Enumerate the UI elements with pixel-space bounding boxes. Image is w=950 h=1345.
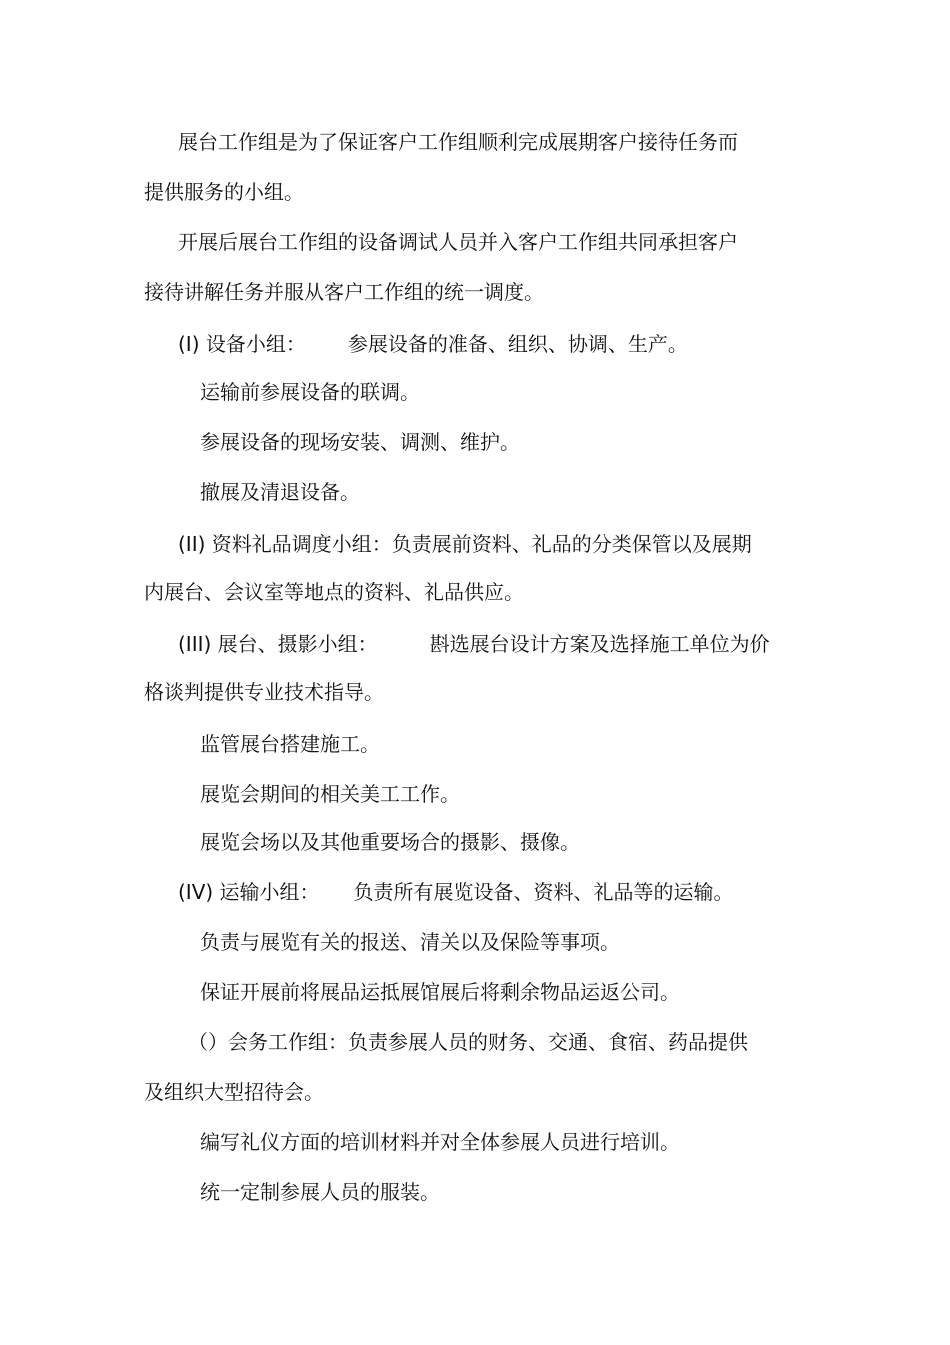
paragraph-text: (II) 资料礼品调度小组：负责展前资料、礼品的分类保管以及展期 xyxy=(178,532,752,556)
paragraph-text: 负责与展览有关的报送、清关以及保险等事项。 xyxy=(200,930,620,954)
section-heading: (III) 展台、摄影小组： xyxy=(178,632,378,656)
paragraph-text: 格谈判提供专业技术指导。 xyxy=(144,680,384,704)
section-description: 参展设备的准备、组织、协调、生产。 xyxy=(347,332,688,356)
paragraph-text: 参展设备的现场安装、调测、维护。 xyxy=(200,430,520,454)
equipment-group-line xyxy=(178,330,688,358)
paragraph-text: 保证开展前将展品运抵展馆展后将剩余物品运返公司。 xyxy=(200,980,680,1004)
paragraph-text: 展览会场以及其他重要场合的摄影、摄像。 xyxy=(200,830,580,854)
paragraph-text: 撤展及清退设备。 xyxy=(200,480,360,504)
section-description: 负责所有展览设备、资料、礼品等的运输。 xyxy=(353,880,734,904)
paragraph-text: 编写礼仪方面的培训材料并对全体参展人员进行培训。 xyxy=(200,1130,680,1154)
paragraph-text: 及组织大型招待会。 xyxy=(144,1080,324,1104)
paragraph-text: （）会务工作组：负责参展人员的财务、交通、食宿、药品提供 xyxy=(188,1030,748,1054)
paragraph-text: 监管展台搭建施工。 xyxy=(200,732,380,756)
booth-photo-group-line xyxy=(178,630,770,658)
paragraph-text: 提供服务的小组。 xyxy=(144,180,304,204)
section-description: 斟选展台设计方案及选择施工单位为价 xyxy=(429,632,770,656)
paragraph-text: 展台工作组是为了保证客户工作组顺利完成展期客户接待任务而 xyxy=(178,130,738,154)
section-heading: (I) 设备小组： xyxy=(178,332,306,356)
paragraph-text: 内展台、会议室等地点的资料、礼品供应。 xyxy=(144,580,524,604)
transport-group-line xyxy=(178,878,734,906)
paragraph-text: 运输前参展设备的联调。 xyxy=(200,380,420,404)
paragraph-text: 统一定制参展人员的服装。 xyxy=(200,1180,440,1204)
paragraph-text: 接待讲解任务并服从客户工作组的统一调度。 xyxy=(144,280,544,304)
paragraph-text: 开展后展台工作组的设备调试人员并入客户工作组共同承担客户 xyxy=(178,230,738,254)
paragraph-text: 展览会期间的相关美工工作。 xyxy=(200,782,460,806)
section-heading: (IV) 运输小组： xyxy=(178,880,320,904)
